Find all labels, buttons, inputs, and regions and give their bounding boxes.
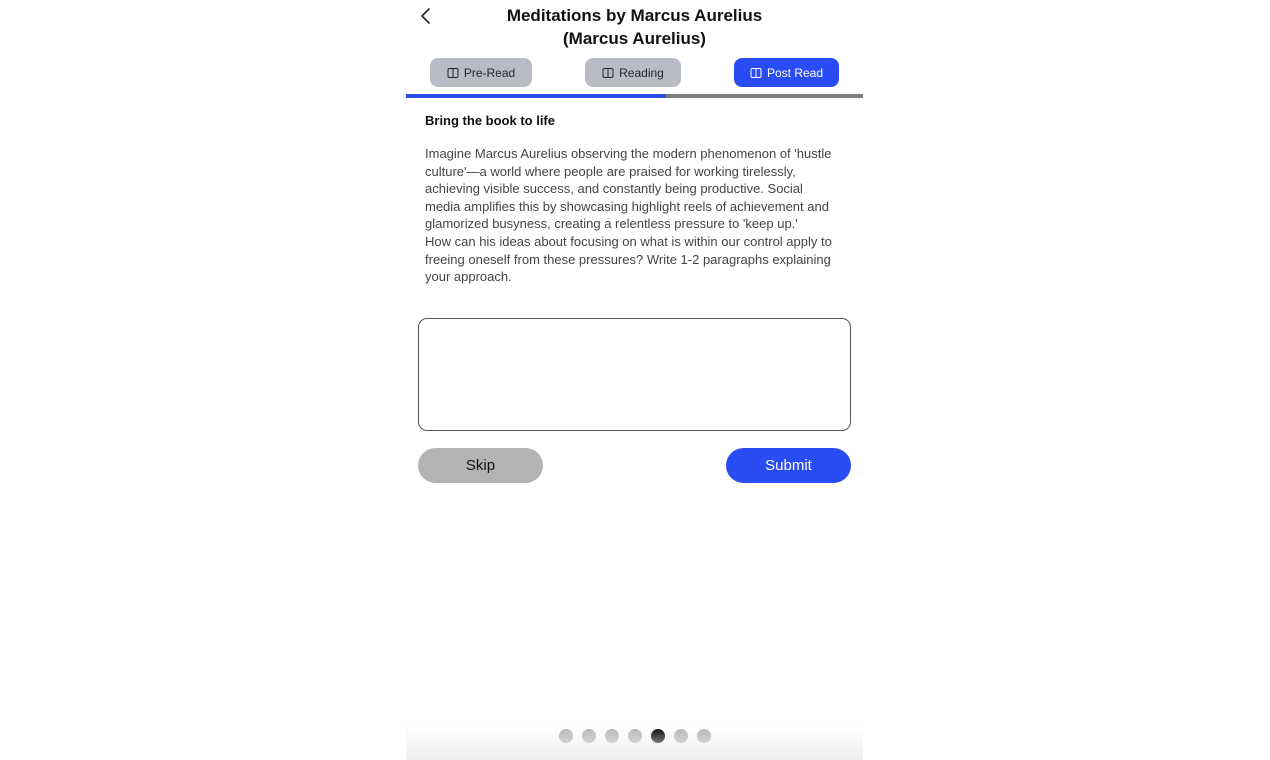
book-icon <box>602 67 614 79</box>
tab-label: Reading <box>619 65 664 80</box>
tab-label: Post Read <box>766 65 824 80</box>
chevron-left-icon <box>419 7 433 25</box>
pagination-dot[interactable] <box>651 729 665 743</box>
skip-button[interactable]: Skip <box>418 448 543 483</box>
app-screen <box>406 0 863 760</box>
book-icon <box>750 67 762 79</box>
book-title: Meditations by Marcus Aurelius <box>506 6 763 25</box>
tab-reading[interactable] <box>585 58 681 87</box>
submit-button[interactable]: Submit <box>726 448 851 483</box>
pagination-dot[interactable] <box>674 729 688 743</box>
tab-post-read[interactable] <box>734 58 839 87</box>
activity-prompt <box>425 145 840 286</box>
back-button[interactable] <box>414 4 438 28</box>
progress-bar-fill <box>406 94 666 98</box>
pagination-dot[interactable] <box>697 729 711 743</box>
prompt-question: How can his ideas about focusing on what is within our control apply to freeing oneself from these pressures? Write 1-2 paragraphs explaining your approach. <box>425 233 832 285</box>
pagination-dot[interactable] <box>582 729 596 743</box>
answer-textarea[interactable] <box>418 318 851 431</box>
book-author: (Marcus Aurelius) <box>563 29 706 48</box>
tab-pre-read[interactable] <box>430 58 532 87</box>
pagination-dot[interactable] <box>605 729 619 743</box>
prompt-paragraph: Imagine Marcus Aurelius observing the modern phenomenon of 'hustle culture'—a world where people are praised for working tirelessly, achieving visible success, and constantly being productive. Social media amplifies this by showcasing highlight reels of achievement and glamorized busyness, creating a relentless pressure to 'keep up.' <box>425 146 832 232</box>
pagination-dots <box>406 729 863 743</box>
book-icon <box>447 67 459 79</box>
section-heading: Bring the book to life <box>425 113 555 128</box>
pagination-dot[interactable] <box>559 729 573 743</box>
tab-label: Pre-Read <box>463 65 516 80</box>
pagination-dot[interactable] <box>628 729 642 743</box>
page-title <box>446 4 823 50</box>
progress-bar <box>406 94 863 98</box>
